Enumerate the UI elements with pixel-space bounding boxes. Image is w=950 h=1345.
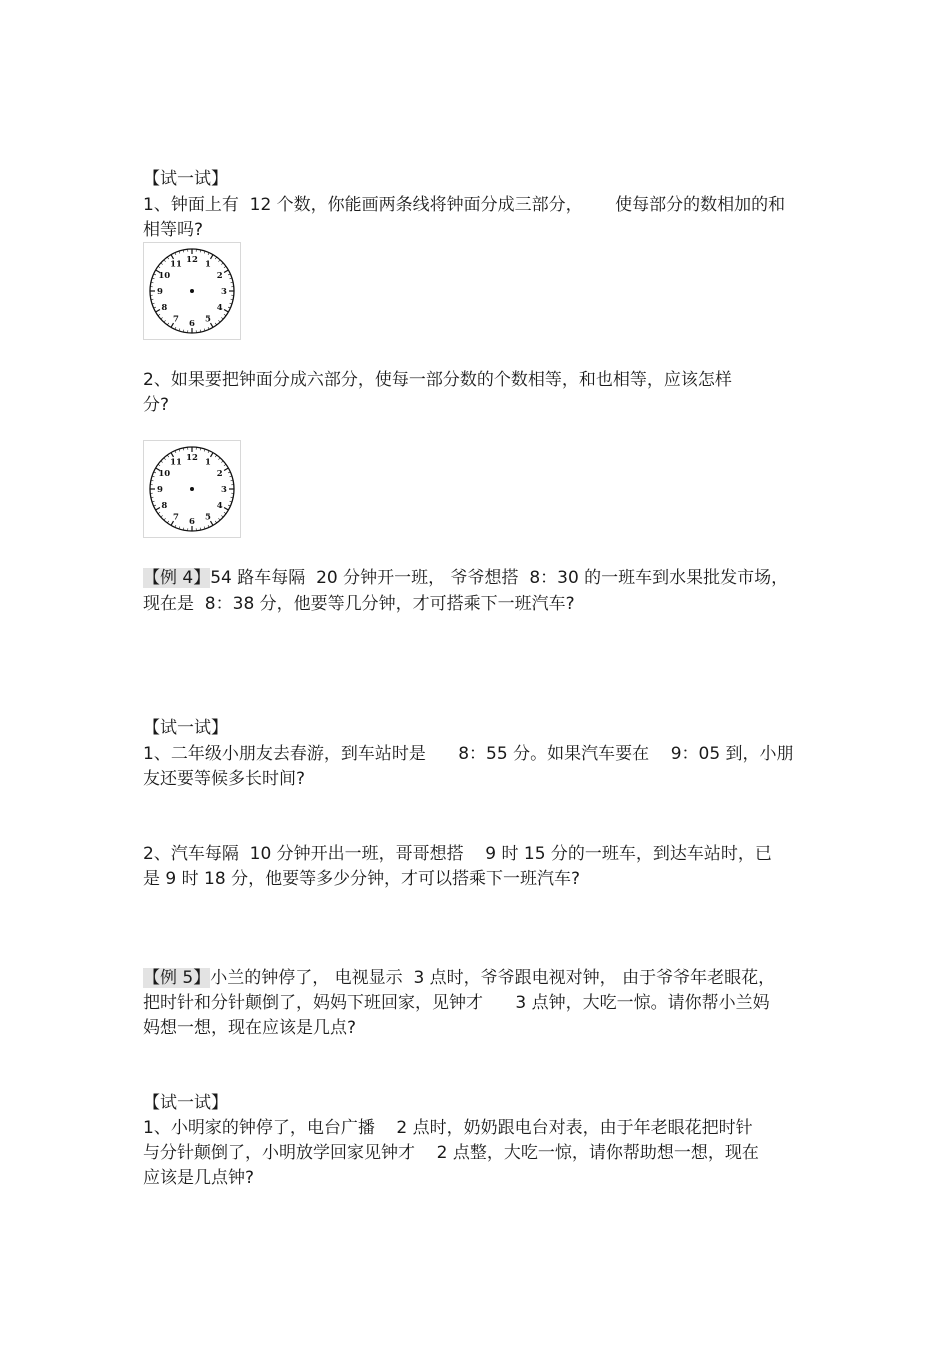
clock-number: 11 — [170, 259, 182, 270]
clock-number: 7 — [173, 512, 179, 523]
try1-q1-line1: 1、钟面上有 12 个数，你能画两条线将钟面分成三部分， 使每部分的数相加的和 — [143, 195, 786, 215]
example-4-line2: 现在是 8：38 分，他要等几分钟，才可搭乘下一班汽车? — [143, 594, 575, 614]
clock-face-icon — [143, 440, 241, 538]
clock-number: 6 — [189, 319, 195, 329]
clock-number: 1 — [205, 259, 211, 270]
clock-number: 4 — [216, 303, 223, 313]
clock-number: 9 — [157, 485, 163, 495]
try2-q1-line1: 1、二年级小朋友去春游，到车站时是 8：55 分。如果汽车要在 9：05 到，小朋 — [143, 744, 794, 764]
clock-number: 3 — [221, 485, 227, 495]
try-heading-1: 【试一试】 — [143, 169, 228, 189]
try2-q1-line2: 友还要等候多长时间? — [143, 769, 306, 789]
example-5-line3: 妈想一想，现在应该是几点? — [143, 1018, 357, 1038]
try3-q1-line1: 1、小明家的钟停了，电台广播 2 点时，奶奶跟电台对表，由于年老眼花把时针 — [143, 1118, 753, 1138]
clock-number: 8 — [161, 303, 168, 313]
example-5-line2: 把时针和分针颠倒了，妈妈下班回家，见钟才 3 点钟，大吃一惊。请你帮小兰妈 — [143, 993, 770, 1013]
clock-number: 10 — [158, 469, 171, 479]
try1-q2-line2: 分? — [143, 395, 170, 415]
try2-q2-line2: 是 9 时 18 分，他要等多少分钟，才可以搭乘下一班汽车? — [143, 869, 581, 889]
clock-number: 9 — [157, 287, 163, 297]
example-4-line1 — [143, 566, 788, 590]
clock-number: 3 — [221, 287, 227, 297]
example-4-tag: 【例 4】 — [143, 568, 211, 588]
example-5-tag: 【例 5】 — [143, 968, 211, 988]
try3-q1-line3: 应该是几点钟? — [143, 1168, 255, 1188]
clock-number: 10 — [158, 271, 171, 281]
clock-number: 8 — [161, 501, 168, 511]
try1-q2-line1: 2、如果要把钟面分成六部分，使每一部分数的个数相等，和也相等，应该怎样 — [143, 370, 732, 390]
try-heading-3: 【试一试】 — [143, 1093, 228, 1113]
clock-number: 2 — [216, 271, 223, 281]
example-5-line1 — [143, 966, 775, 990]
clock-number: 5 — [205, 314, 211, 325]
example-4-text: 54 路车每隔 20 分钟开一班， 爷爷想搭 8：30 的一班车到水果批发市场， — [210, 568, 789, 588]
try-heading-2: 【试一试】 — [143, 718, 228, 738]
clock-number: 4 — [216, 501, 223, 511]
clock-number: 5 — [205, 512, 211, 523]
try1-q1-line2: 相等吗? — [143, 220, 204, 240]
clock-number: 7 — [173, 314, 179, 325]
clock-number: 12 — [186, 255, 198, 265]
try2-q2-line1: 2、汽车每隔 10 分钟开出一班，哥哥想搭 9 时 15 分的一班车，到达车站时，已 — [143, 844, 772, 864]
example-5-text: 小兰的钟停了， 电视显示 3 点时，爷爷跟电视对钟， 由于爷爷年老眼花， — [210, 968, 776, 988]
clock-number: 1 — [205, 457, 211, 468]
clock-face-icon — [143, 242, 241, 340]
clock-number: 2 — [216, 469, 223, 479]
clock-number: 11 — [170, 457, 182, 468]
clock-number: 6 — [189, 517, 195, 527]
clock-number: 12 — [186, 453, 198, 463]
try3-q1-line2: 与分针颠倒了，小明放学回家见钟才 2 点整，大吃一惊，请你帮助想一想，现在 — [143, 1143, 759, 1163]
